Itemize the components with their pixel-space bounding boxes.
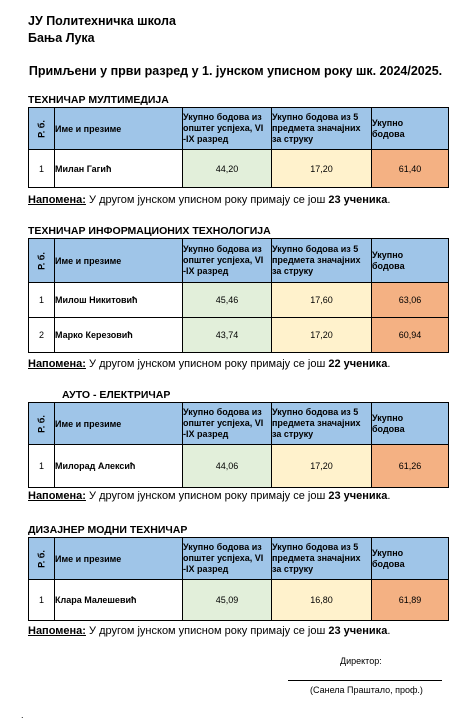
signature-line [288,680,442,681]
total-score: 60,94 [372,318,449,353]
row-number: 2 [29,318,55,353]
subjects-score: 17,20 [272,150,372,188]
row-number: 1 [29,445,55,488]
column-header-name: Име и презиме [55,403,183,445]
column-header-general: Укупно бодова из општег успјеха, VI -IX разред [183,239,272,283]
student-name: Клара Малешевић [55,580,183,621]
column-header-general: Укупно бодова из општег успјеха, VI -IX разред [183,403,272,445]
subjects-score: 17,60 [272,283,372,318]
general-score: 44,06 [183,445,272,488]
note: Напомена: У другом јунском уписном року примају се још 23 ученика. [28,194,391,206]
director-name: (Санела Праштало, проф.) [310,685,423,695]
column-header-rb: Р. б. [29,403,55,445]
student-name: Милош Никитовић [55,283,183,318]
row-number: 1 [29,580,55,621]
total-score: 61,89 [372,580,449,621]
section-title: ТЕХНИЧАР МУЛТИМЕДИЈА [28,94,169,106]
column-header-subjects: Укупно бодова из 5 предмета значајних за струку [272,538,372,580]
column-header-total: Укупно бодова [372,108,449,150]
column-header-rb: Р. б. [29,538,55,580]
student-name: Милан Гагић [55,150,183,188]
column-header-subjects: Укупно бодова из 5 предмета значајних за струку [272,403,372,445]
table-row [29,580,449,621]
results-table [28,537,449,621]
row-number: 1 [29,150,55,188]
column-header-subjects: Укупно бодова из 5 предмета значајних за струку [272,239,372,283]
school-name: ЈУ Политехничка школа [28,14,176,28]
column-header-total: Укупно бодова [372,538,449,580]
note: Напомена: У другом јунском уписном року примају се још 23 ученика. [28,490,391,502]
column-header-name: Име и презиме [55,239,183,283]
footer-dot: . [21,710,24,720]
column-header-rb: Р. б. [29,108,55,150]
general-score: 43,74 [183,318,272,353]
general-score: 45,46 [183,283,272,318]
note: Напомена: У другом јунском уписном року примају се још 22 ученика. [28,358,391,370]
column-header-general: Укупно бодова из општег успјеха, VI -IX разред [183,538,272,580]
section-title: АУТО - ЕЛЕКТРИЧАР [62,389,171,401]
school-city: Бања Лука [28,31,95,45]
document-title: Примљени у први разред у 1. јунском уписном року шк. 2024/2025. [28,64,443,78]
column-header-subjects: Укупно бодова из 5 предмета значајних за струку [272,108,372,150]
note: Напомена: У другом јунском уписном року примају се још 23 ученика. [28,625,391,637]
column-header-name: Име и презиме [55,108,183,150]
student-name: Милорад Алексић [55,445,183,488]
general-score: 44,20 [183,150,272,188]
section-title: ТЕХНИЧАР ИНФОРМАЦИОНИХ ТЕХНОЛОГИЈА [28,225,271,237]
column-header-total: Укупно бодова [372,239,449,283]
row-number: 1 [29,283,55,318]
total-score: 63,06 [372,283,449,318]
column-header-name: Име и презиме [55,538,183,580]
total-score: 61,40 [372,150,449,188]
results-table [28,238,449,353]
student-name: Марко Керезовић [55,318,183,353]
results-table [28,402,449,488]
total-score: 61,26 [372,445,449,488]
results-table [28,107,449,188]
subjects-score: 17,20 [272,318,372,353]
table-row [29,445,449,488]
column-header-rb: Р. б. [29,239,55,283]
general-score: 45,09 [183,580,272,621]
table-row [29,318,449,353]
subjects-score: 16,80 [272,580,372,621]
column-header-general: Укупно бодова из општег успјеха, VI -IX разред [183,108,272,150]
director-label: Директор: [340,656,382,666]
subjects-score: 17,20 [272,445,372,488]
table-row [29,150,449,188]
column-header-total: Укупно бодова [372,403,449,445]
section-title: ДИЗАЈНЕР МОДНИ ТЕХНИЧАР [28,524,188,536]
table-row [29,283,449,318]
